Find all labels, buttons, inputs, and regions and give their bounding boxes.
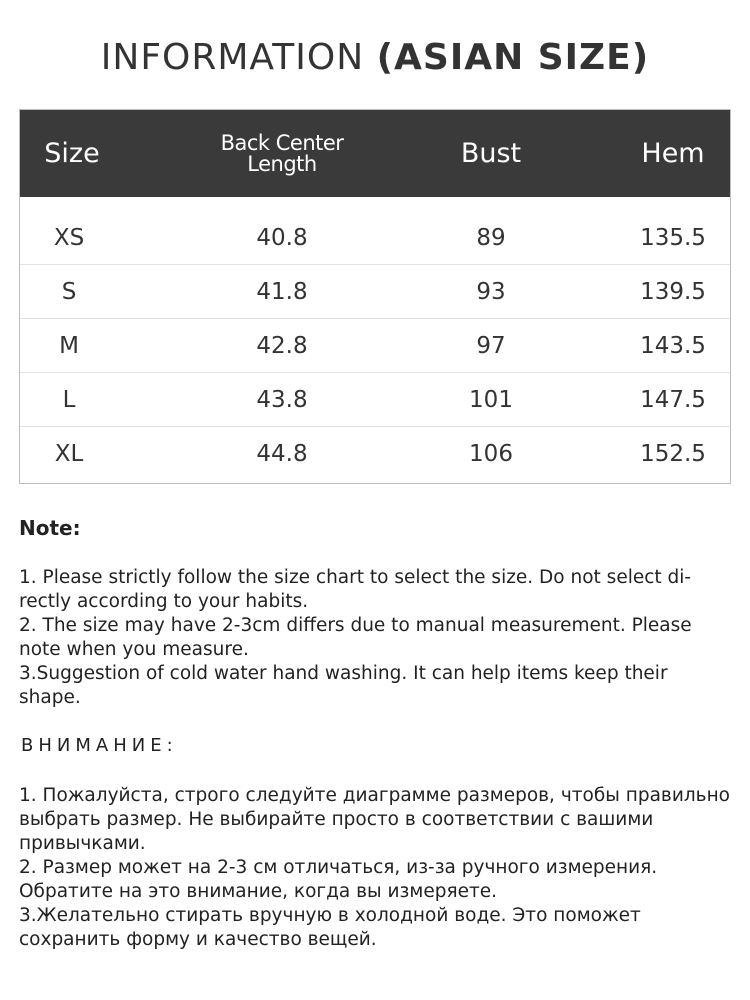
table-row [20, 265, 730, 319]
russian-heading: ВНИМАНИЕ: [21, 735, 178, 756]
header-back-line2: Length [247, 151, 317, 176]
russian-note-line: 1. Пожалуйста, строго следуйте диаграмме размеров, чтобы правильно [19, 785, 730, 806]
header-back-center-length [180, 110, 384, 197]
cell-bust: 101 [469, 387, 513, 413]
note-line: 1. Please strictly follow the size chart to select the size. Do not select di- [19, 567, 692, 588]
cell-back-length: 42.8 [256, 333, 308, 359]
cell-hem: 152.5 [640, 441, 706, 467]
title-asian-size: (ASIAN SIZE) [376, 37, 650, 78]
russian-note-line: сохранить форму и качество вещей. [19, 929, 377, 950]
cell-hem: 135.5 [640, 225, 706, 251]
cell-size: L [62, 387, 76, 413]
cell-bust: 106 [469, 441, 513, 467]
cell-back-length: 44.8 [256, 441, 308, 467]
table-row [20, 319, 730, 373]
russian-note-line: выбрать размер. Не выбирайте просто в соответствии с вашими [19, 809, 654, 830]
russian-note-line: Обратите на это внимание, когда вы измеряете. [19, 881, 498, 902]
cell-hem: 147.5 [640, 387, 706, 413]
cell-back-length: 40.8 [256, 225, 308, 251]
russian-note-line: 2. Размер может на 2-3 см отличаться, из-за ручного измерения. [19, 857, 658, 878]
cell-bust: 97 [476, 333, 506, 359]
cell-bust: 89 [476, 225, 506, 251]
table-header [20, 110, 730, 197]
page-title [0, 36, 750, 80]
cell-size: S [61, 279, 77, 305]
size-table [19, 109, 731, 484]
cell-back-length: 41.8 [256, 279, 308, 305]
note-heading: Note: [19, 516, 81, 540]
table-row [20, 373, 730, 427]
cell-back-length: 43.8 [256, 387, 308, 413]
table-row [20, 427, 730, 481]
header-back-line1: Back Center [220, 130, 344, 155]
cell-hem: 139.5 [640, 279, 706, 305]
cell-size: XS [53, 225, 85, 251]
note-line: 2. The size may have 2-3cm differs due to manual measurement. Please [19, 615, 692, 636]
note-line: rectly according to your habits. [19, 591, 309, 612]
header-bust: Bust [460, 138, 522, 169]
note-text [19, 566, 731, 710]
title-text: INFORMATION [100, 37, 377, 78]
note-line: shape. [19, 687, 81, 708]
cell-bust: 93 [476, 279, 506, 305]
russian-note-text [19, 784, 731, 952]
cell-size: M [59, 333, 79, 359]
russian-note-line: 3.Желательно стирать вручную в холодной воде. Это поможет [19, 905, 641, 926]
russian-note-line: привычками. [19, 833, 146, 854]
note-line: note when you measure. [19, 639, 249, 660]
cell-hem: 143.5 [640, 333, 706, 359]
header-hem: Hem [641, 138, 705, 169]
table-row [20, 211, 730, 265]
header-size: Size [44, 138, 100, 169]
cell-size: XL [54, 441, 84, 467]
note-line: 3.Suggestion of cold water hand washing. It can help items keep their [19, 663, 668, 684]
